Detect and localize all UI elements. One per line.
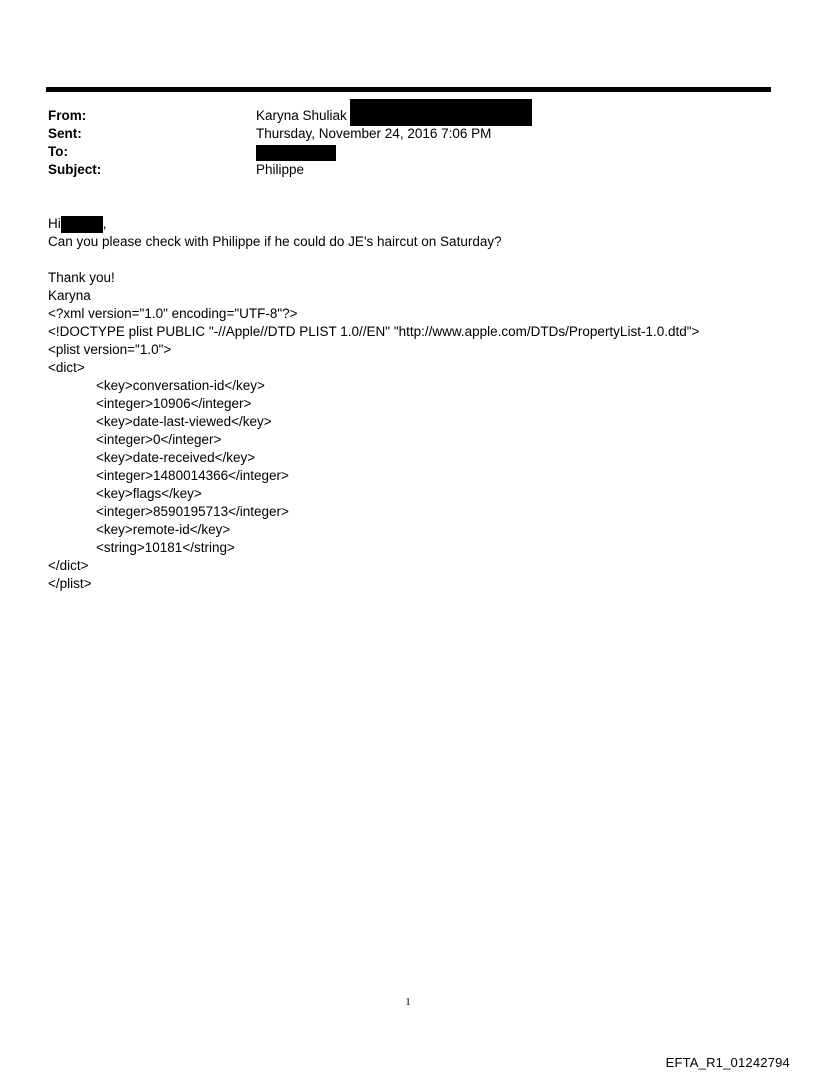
redaction-box xyxy=(61,216,103,233)
subject-row xyxy=(48,161,768,179)
plist-close: </plist> xyxy=(48,576,92,591)
dict-entry: <key>date-last-viewed</key> xyxy=(96,414,272,429)
redaction-box xyxy=(256,145,336,161)
dict-open: <dict> xyxy=(48,360,85,375)
header-rule xyxy=(46,87,771,92)
email-body xyxy=(48,215,788,593)
dict-entry: <integer>0</integer> xyxy=(96,432,222,447)
thanks-line: Thank you! xyxy=(48,270,115,285)
dict-entry: <integer>1480014366</integer> xyxy=(96,468,289,483)
doctype-line: <!DOCTYPE plist PUBLIC "-//Apple//DTD PLIST 1.0//EN" "http://www.apple.com/DTDs/PropertyList-1.0.dtd"> xyxy=(48,324,700,339)
to-label: To: xyxy=(48,144,68,159)
email-header xyxy=(48,107,768,179)
sent-value: Thursday, November 24, 2016 7:06 PM xyxy=(256,126,492,141)
from-row xyxy=(48,107,768,125)
from-label: From: xyxy=(48,108,87,123)
dict-close: </dict> xyxy=(48,558,89,573)
subject-label: Subject: xyxy=(48,162,102,177)
sent-label: Sent: xyxy=(48,126,82,141)
from-name: Karyna Shuliak xyxy=(256,108,347,123)
dict-entry: <integer>8590195713</integer> xyxy=(96,504,289,519)
page-number: 1 xyxy=(405,996,411,1008)
sent-row xyxy=(48,125,768,143)
plist-open: <plist version="1.0"> xyxy=(48,342,172,357)
signature-line: Karyna xyxy=(48,288,91,303)
from-value xyxy=(256,107,532,126)
greeting-line xyxy=(48,215,788,233)
dict-entry: <key>conversation-id</key> xyxy=(96,378,265,393)
dict-entry: <string>10181</string> xyxy=(96,540,235,555)
greeting-text: Hi xyxy=(48,216,61,231)
dict-entry: <key>flags</key> xyxy=(96,486,202,501)
blank-line xyxy=(48,251,788,269)
subject-value: Philippe xyxy=(256,162,305,177)
dict-entry: <key>date-received</key> xyxy=(96,450,256,465)
xml-declaration: <?xml version="1.0" encoding="UTF-8"?> xyxy=(48,306,298,321)
to-row xyxy=(48,143,768,161)
dict-entry: <key>remote-id</key> xyxy=(96,522,231,537)
to-value xyxy=(256,143,336,161)
bates-number: EFTA_R1_01242794 xyxy=(665,1055,790,1070)
dict-entry: <integer>10906</integer> xyxy=(96,396,252,411)
message-line: Can you please check with Philippe if he could do JE's haircut on Saturday? xyxy=(48,234,502,249)
redaction-box xyxy=(350,99,532,126)
greeting-suffix: , xyxy=(102,216,107,231)
